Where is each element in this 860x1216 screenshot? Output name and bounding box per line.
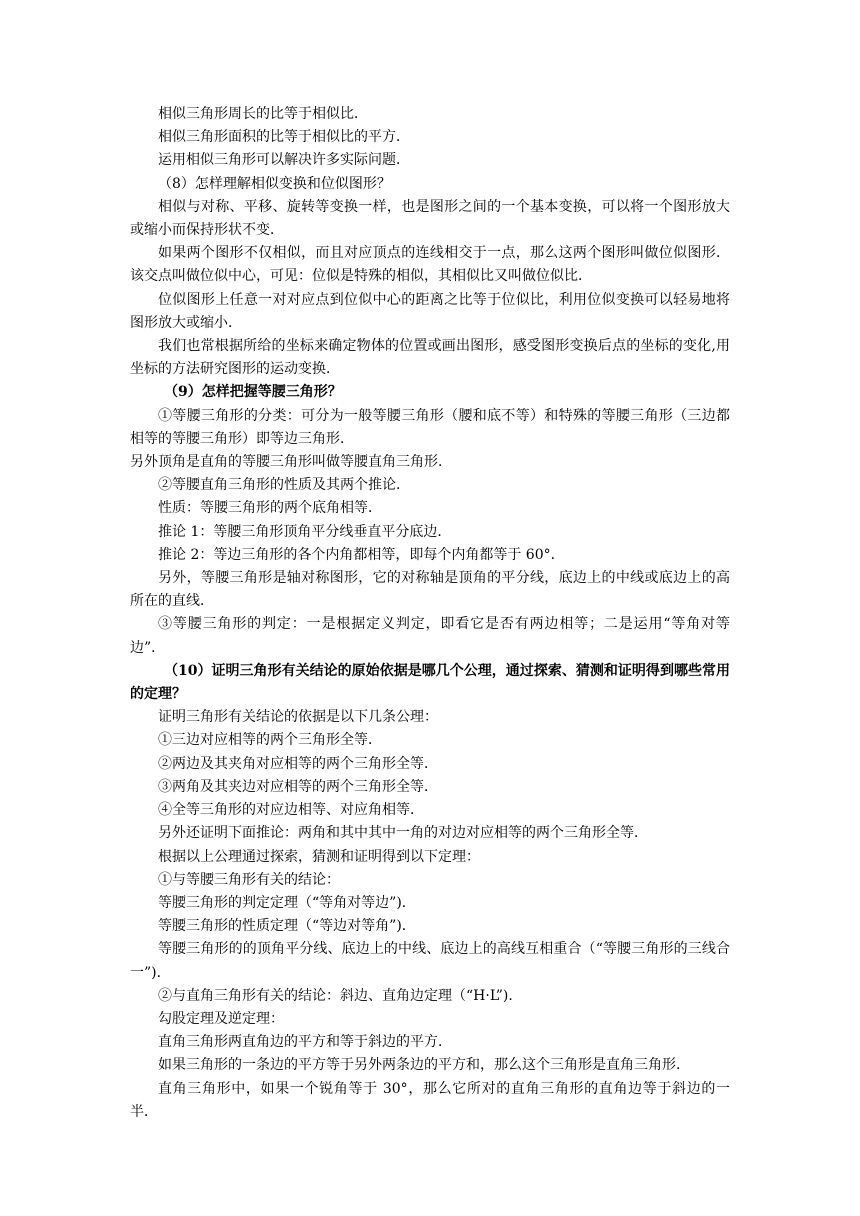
paragraph: 如果三角形的一条边的平方等于另外两条边的平方和，那么这个三角形是直角三角形．	[158, 1057, 690, 1074]
paragraph: 勾股定理及逆定理：	[158, 1010, 284, 1027]
paragraph: ②两边及其夹角对应相等的两个三角形全等．	[158, 755, 438, 772]
paragraph: ④全等三角形的对应边相等、对应角相等．	[158, 802, 424, 819]
paragraph: 直角三角形中，如果一个锐角等于 30°，那么它所对的直角三角形的直角边等于斜边的一半．	[130, 1080, 730, 1120]
paragraph: ②等腰直角三角形的性质及其两个推论．	[158, 477, 410, 494]
paragraph: ①与等腰三角形有关的结论：	[158, 871, 340, 888]
section-heading: （10）证明三角形有关结论的原始依据是哪几个公理，通过探索、猜测和证明得到哪些常用的定理？	[130, 662, 730, 703]
paragraph: 等腰三角形的判定定理（“等角对等边”)．	[158, 894, 416, 911]
paragraph: 运用相似三角形可以解决许多实际问题．	[158, 152, 410, 169]
paragraph: 我们也常根据所给的坐标来确定物体的位置或画出图形，感受图形变换后点的坐标的变化,用坐标的方法研究图形的运动变换．	[130, 338, 730, 378]
paragraph: 另外顶角是直角的等腰三角形叫做等腰直角三角形．	[130, 454, 452, 471]
paragraph: ③两角及其夹边对应相等的两个三角形全等．	[158, 778, 438, 795]
paragraph: 相似三角形周长的比等于相似比．	[158, 106, 368, 122]
paragraph: 推论 2：等边三角形的各个内角都相等，即每个内角都等于 60°．	[158, 546, 565, 563]
paragraph: 证明三角形有关结论的依据是以下几条公理：	[158, 709, 438, 726]
paragraph: 性质：等腰三角形的两个底角相等．	[158, 500, 382, 517]
paragraph: ③等腰三角形的判定：一是根据定义判定，即看它是否有两边相等；二是运用“等角对等边”．	[130, 616, 730, 656]
document-body	[130, 103, 730, 1124]
paragraph: ①三边对应相等的两个三角形全等．	[158, 732, 382, 749]
paragraph: 根据以上公理通过探索，猜测和证明得到以下定理：	[158, 848, 480, 865]
paragraph: 位似图形上任意一对对应点到位似中心的距离之比等于位似比，利用位似变换可以轻易地将图形放大或缩小．	[130, 291, 730, 331]
section-heading: （9）怎样把握等腰三角形？	[164, 384, 342, 401]
paragraph: 等腰三角形的的顶角平分线、底边上的中线、底边上的高线互相重合（“等腰三角形的三线合一”)．	[130, 941, 730, 981]
paragraph: 推论 1：等腰三角形顶角平分线垂直平分底边．	[158, 523, 452, 540]
paragraph: 相似与对称、平移、旋转等变换一样，也是图形之间的一个基本变换，可以将一个图形放大或缩小而保持形状不变．	[130, 198, 730, 239]
paragraph: 如果两个图形不仅相似，而且对应顶点的连线相交于一点，那么这两个图形叫做位似图形．该交点叫做位似中心，可见：位似是特殊的相似，其相似比又叫做位似比．	[130, 245, 730, 285]
paragraph: 相似三角形面积的比等于相似比的平方．	[158, 129, 410, 146]
paragraph: 等腰三角形的性质定理（“等边对等角”)．	[158, 918, 416, 935]
paragraph: ②与直角三角形有关的结论：斜边、直角边定理（“H·L”)．	[158, 987, 523, 1004]
paragraph: 直角三角形两直角边的平方和等于斜边的平方．	[158, 1034, 452, 1051]
paragraph: ①等腰三角形的分类：可分为一般等腰三角形（腰和底不等）和特殊的等腰三角形（三边都相等的等腰三角形）即等边三角形．	[130, 407, 730, 447]
paragraph: 另外还证明下面推论：两角和其中其中一角的对边对应相等的两个三角形全等．	[158, 825, 648, 842]
paragraph: （8）怎样理解相似变换和位似图形？	[158, 175, 391, 192]
paragraph: 另外，等腰三角形是轴对称图形，它的对称轴是顶角的平分线，底边上的中线或底边上的高所在的直线．	[130, 570, 730, 610]
